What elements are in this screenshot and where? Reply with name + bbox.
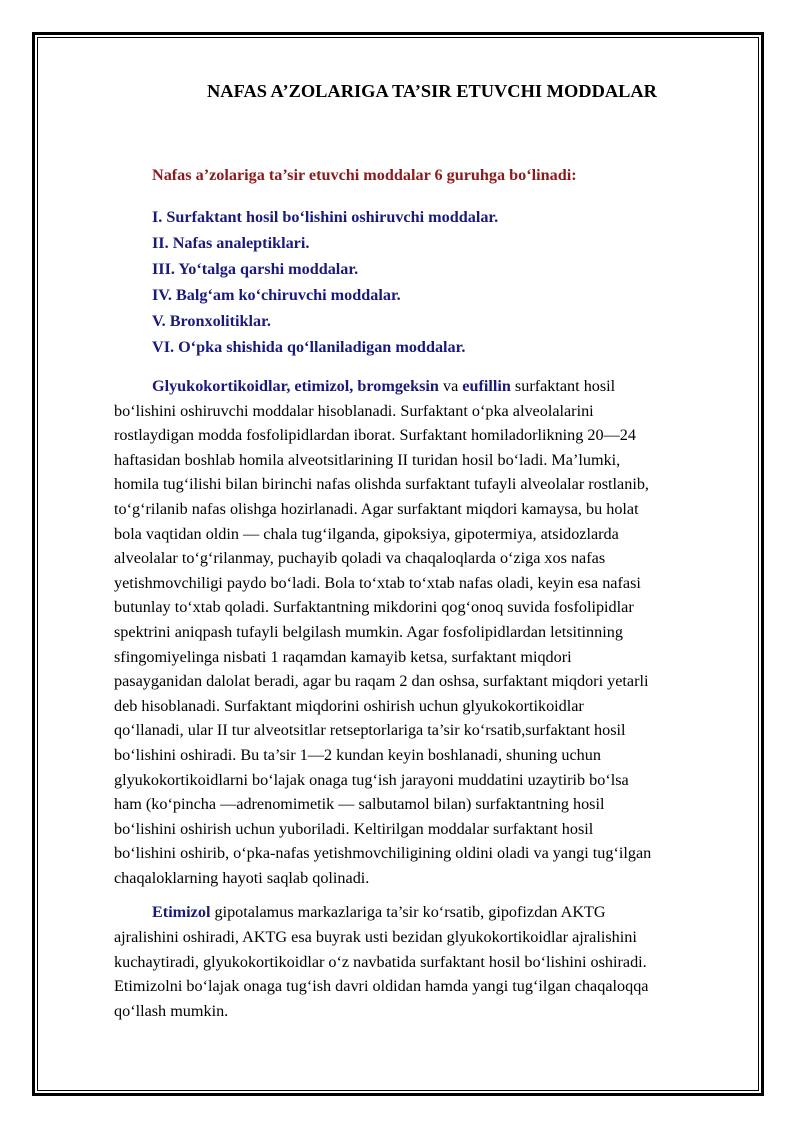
paragraph-line: pasayganidan dalolat beradi, agar bu raqam 2 dan oshsa, surfaktant miqdori yetarli (114, 672, 649, 691)
paragraph-line: glyukokortikoidlarni bo‘lajak onaga tug‘ish jarayoni muddatini uzaytirib bo‘lsa (114, 770, 629, 789)
keyword-etimizol: Etimizol (152, 903, 211, 922)
group-item: I. Surfaktant hosil bo‘lishini oshiruvchi moddalar. (152, 208, 499, 226)
keyword-eufillin: eufillin (462, 377, 511, 395)
paragraph-line: to‘g‘rilanib nafas olishga hozirlanadi. Agar surfaktant miqdori kamaysa, bu holat (114, 499, 639, 518)
paragraph-line: haftasidan boshlab homila alveotsitlarining II turidan hosil bo‘ladi. Ma’lumki, (114, 450, 621, 469)
paragraph-surfaktant (114, 374, 742, 890)
group-item: VI. O‘pka shishida qo‘llaniladigan moddalar. (152, 338, 466, 356)
paragraph-line: bola vaqtidan oldin — chala tug‘ilganda, gipoksiya, gipotermiya, atsidozlarda (114, 524, 619, 543)
paragraph-line: bo‘lishini oshiruvchi moddalar hisoblanadi. Surfaktant o‘pka alveolalarini (114, 401, 594, 420)
paragraph-line (114, 900, 742, 925)
line-text: surfaktant hosil (510, 377, 616, 395)
paragraph-line: butunlay to‘xtab qoladi. Surfaktantning mikdorini qog‘onoq suvida fosfolipidlar (114, 598, 634, 617)
paragraph-line: bo‘lishini oshirish uchun yuboriladi. Keltirilgan moddalar surfaktant hosil (114, 819, 594, 838)
paragraph-line: deb hisoblanadi. Surfaktant miqdorini oshirish uchun glyukokortikoidlar (114, 696, 584, 715)
paragraph-line: bo‘lishini oshirib, o‘pka-nafas yetishmovchiligining oldini oladi va yangi tug‘ilgan (114, 844, 652, 863)
paragraph-line: Etimizolni bo‘lajak onaga tug‘ish davri oldidan hamda yangi tug‘ilgan chaqaloqqa (114, 977, 649, 996)
line-text: gipotalamus markazlariga ta’sir ko‘rsatib, gipofizdan AKTG (210, 903, 606, 922)
document-body (114, 74, 742, 1023)
paragraph-etimizol (114, 900, 742, 1023)
conjunction: va (438, 377, 463, 395)
paragraph-line: qo‘llash mumkin. (114, 1001, 229, 1020)
intro-heading: Nafas a’zolariga ta’sir etuvchi moddalar 6 guruhga bo‘linadi: (152, 166, 577, 184)
paragraph-line: alveolalar to‘g‘rilanmay, puchayib qoladi va chaqaloqlarda o‘ziga xos nafas (114, 549, 606, 568)
paragraph-line: chaqaloklarning hayoti saqlab qolinadi. (114, 868, 370, 887)
paragraph-line: sfingomiyelinga nisbati 1 raqamdan kamayib ketsa, surfaktant miqdori (114, 647, 572, 666)
group-item: V. Bronxolitiklar. (152, 312, 271, 330)
paragraph-line (114, 374, 742, 399)
paragraph-line: ham (ko‘pincha —adrenomimetik — salbutamol bilan) surfaktantning hosil (114, 795, 605, 814)
document-title: NAFAS A’ZOLARIGA TA’SIR ETUVCHI MODDALAR (207, 81, 657, 101)
paragraph-line: rostlaydigan modda fosfolipidlardan iborat. Surfaktant homiladorlikning 20—24 (114, 426, 636, 445)
group-item: II. Nafas analeptiklari. (152, 234, 310, 252)
group-item: IV. Balg‘am ko‘chiruvchi moddalar. (152, 286, 401, 304)
group-item: III. Yo‘talga qarshi moddalar. (152, 260, 359, 278)
paragraph-line: kuchaytiradi, glyukokortikoidlar o‘z navbatida surfaktant hosil bo‘lishini oshiradi. (114, 952, 647, 971)
group-list (152, 204, 742, 360)
keyword-drugs: Glyukokortikoidlar, etimizol, bromgeksin (152, 377, 439, 395)
paragraph-line: bo‘lishini oshiradi. Bu ta’sir 1—2 kundan keyin boshlanadi, shuning uchun (114, 745, 601, 764)
paragraph-line: yetishmovchiligi paydo bo‘ladi. Bola to‘xtab to‘xtab nafas oladi, keyin esa nafasi (114, 573, 641, 592)
paragraph-line: spektrini aniqpash tufayli belgilash mumkin. Agar fosfolipidlardan letsitinning (114, 622, 623, 641)
paragraph-line: ajralishini oshiradi, AKTG esa buyrak usti bezidan glyukokortikoidlar ajralishini (114, 928, 637, 947)
paragraph-line: qo‘llanadi, ular II tur alveotsitlar retseptorlariga ta’sir ko‘rsatib,surfaktant hosil (114, 721, 626, 740)
paragraph-line: homila tug‘ilishi bilan birinchi nafas olishda surfaktant tufayli alveolalar rostlanib, (114, 475, 649, 494)
